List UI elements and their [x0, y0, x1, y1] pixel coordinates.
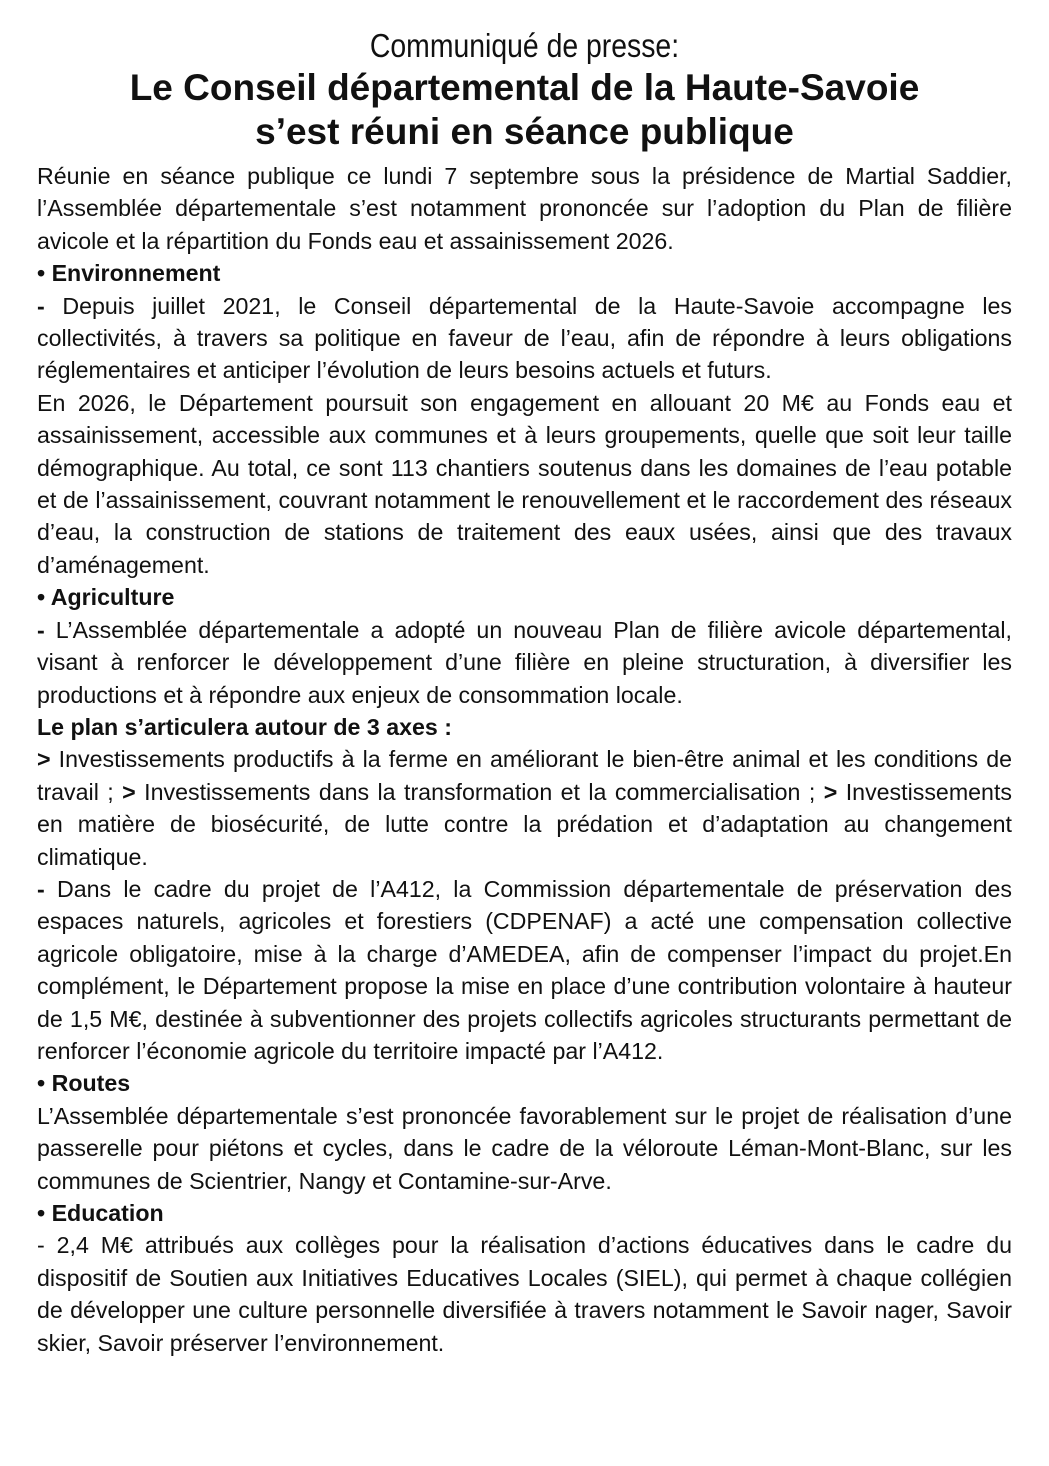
paragraph-text: Depuis juillet 2021, le Conseil départemental de la Haute-Savoie accompagne les collectivités, à travers sa politique en faveur de l’eau, afin de répondre à leurs obligations réglementaires et anticiper l’évolution de leurs besoins actuels et futurs. — [37, 292, 1012, 384]
bullet-glyph: • — [37, 584, 46, 611]
headline-line-2: s’est réuni en séance publique — [255, 111, 794, 152]
document-kicker: Communiqué de presse: — [369, 27, 680, 64]
dash-glyph: - — [37, 875, 45, 902]
paragraph-text: Dans le cadre du projet de l’A412, la Commission départementale de préservation des espaces naturels, agricoles et forestiers (CDPENAF) a acté une compensation collective agricole obligatoire, mise à la charge d’AMEDEA, afin de compenser l’impact du projet.En complément, le Département propose la mise en place d’une contribution volontaire à hauteur de 1,5 M€, destinée à subventionner des projets collectifs agricoles structurants permettant de renforcer l’économie agricole du territoire impacté par l’A412. — [37, 875, 1013, 1064]
axis-1-text: Investissements productifs à la ferme en améliorant le bien-être animal et les conditions de travail ; — [37, 746, 1012, 805]
bullet-glyph: • — [37, 1200, 46, 1226]
axis-marker: > — [823, 778, 838, 805]
section-title: Agriculture — [50, 584, 175, 611]
document-headline — [37, 66, 1012, 154]
dash-glyph: - — [37, 292, 45, 319]
axis-marker: > — [37, 746, 51, 773]
section-heading-environnement — [37, 257, 1012, 289]
section-heading-routes — [37, 1067, 1012, 1099]
section-title: Routes — [51, 1070, 131, 1097]
education-paragraph: - 2,4 M€ attribués aux collèges pour la réalisation d’actions éducatives dans le cadre du dispositif de Soutien aux Initiatives Educatives Locales (SIEL), qui permet à chaque collégien de développer une culture personnelle diversifiée à travers notamment le Savoir nager, Savoir skier, Savoir préserver l’environnement. — [37, 1232, 1012, 1356]
section-heading-education — [37, 1197, 1012, 1229]
paragraph-text: L’Assemblée départementale a adopté un nouveau Plan de filière avicole départemental, visant à renforcer le développement d’une filière en pleine structuration, à diversifier les productions et à répondre aux enjeux de consommation locale. — [37, 616, 1012, 708]
bullet-glyph: • — [37, 260, 46, 287]
intro-paragraph: Réunie en séance publique ce lundi 7 septembre sous la présidence de Martial Saddier, l’Assemblée départementale s’est notamment prononcée sur l’adoption du Plan de filière avicole et la répartition du Fonds eau et assainissement 2026. — [37, 163, 1012, 254]
axis-2-text: Investissements dans la transformation et la commercialisation ; — [144, 778, 816, 805]
axis-marker: > — [122, 778, 136, 805]
axes-heading: Le plan s’articulera autour de 3 axes : — [37, 713, 452, 740]
routes-paragraph: L’Assemblée départementale s’est prononcée favorablement sur le projet de réalisation d’une passerelle pour piétons et cycles, dans le cadre de la véloroute Léman-Mont-Blanc, sur les communes de Scientrier, Nangy et Contamine-sur-Arve. — [37, 1102, 1012, 1194]
headline-line-1: Le Conseil départemental de la Haute-Savoie — [129, 67, 920, 108]
environnement-paragraph-1 — [37, 290, 1012, 387]
agriculture-paragraph-2 — [37, 873, 1012, 1067]
agriculture-paragraph-1 — [37, 614, 1012, 711]
axes-paragraph — [37, 743, 1012, 873]
section-heading-agriculture — [37, 581, 1012, 613]
dash-glyph: - — [37, 616, 45, 643]
axis-3-text: Investissements en matière de biosécurité, de lutte contre la prédation et d’adaptation au changement climatique. — [37, 778, 1012, 870]
environnement-paragraph-2: En 2026, le Département poursuit son engagement en allouant 20 M€ au Fonds eau et assainissement, accessible aux communes et à leurs groupements, quelle que soit leur taille démographique. Au total, ce sont 113 chantiers soutenus dans les domaines de l’eau potable et de l’assainissement, couvrant notamment le renouvellement et le raccordement des réseaux d’eau, la construction de stations de traitement des eaux usées, ainsi que des travaux d’aménagement. — [37, 389, 1012, 578]
document-body — [37, 160, 1012, 1359]
section-title: Environnement — [51, 260, 221, 287]
section-title: Education — [51, 1200, 164, 1226]
bullet-glyph: • — [37, 1070, 46, 1097]
